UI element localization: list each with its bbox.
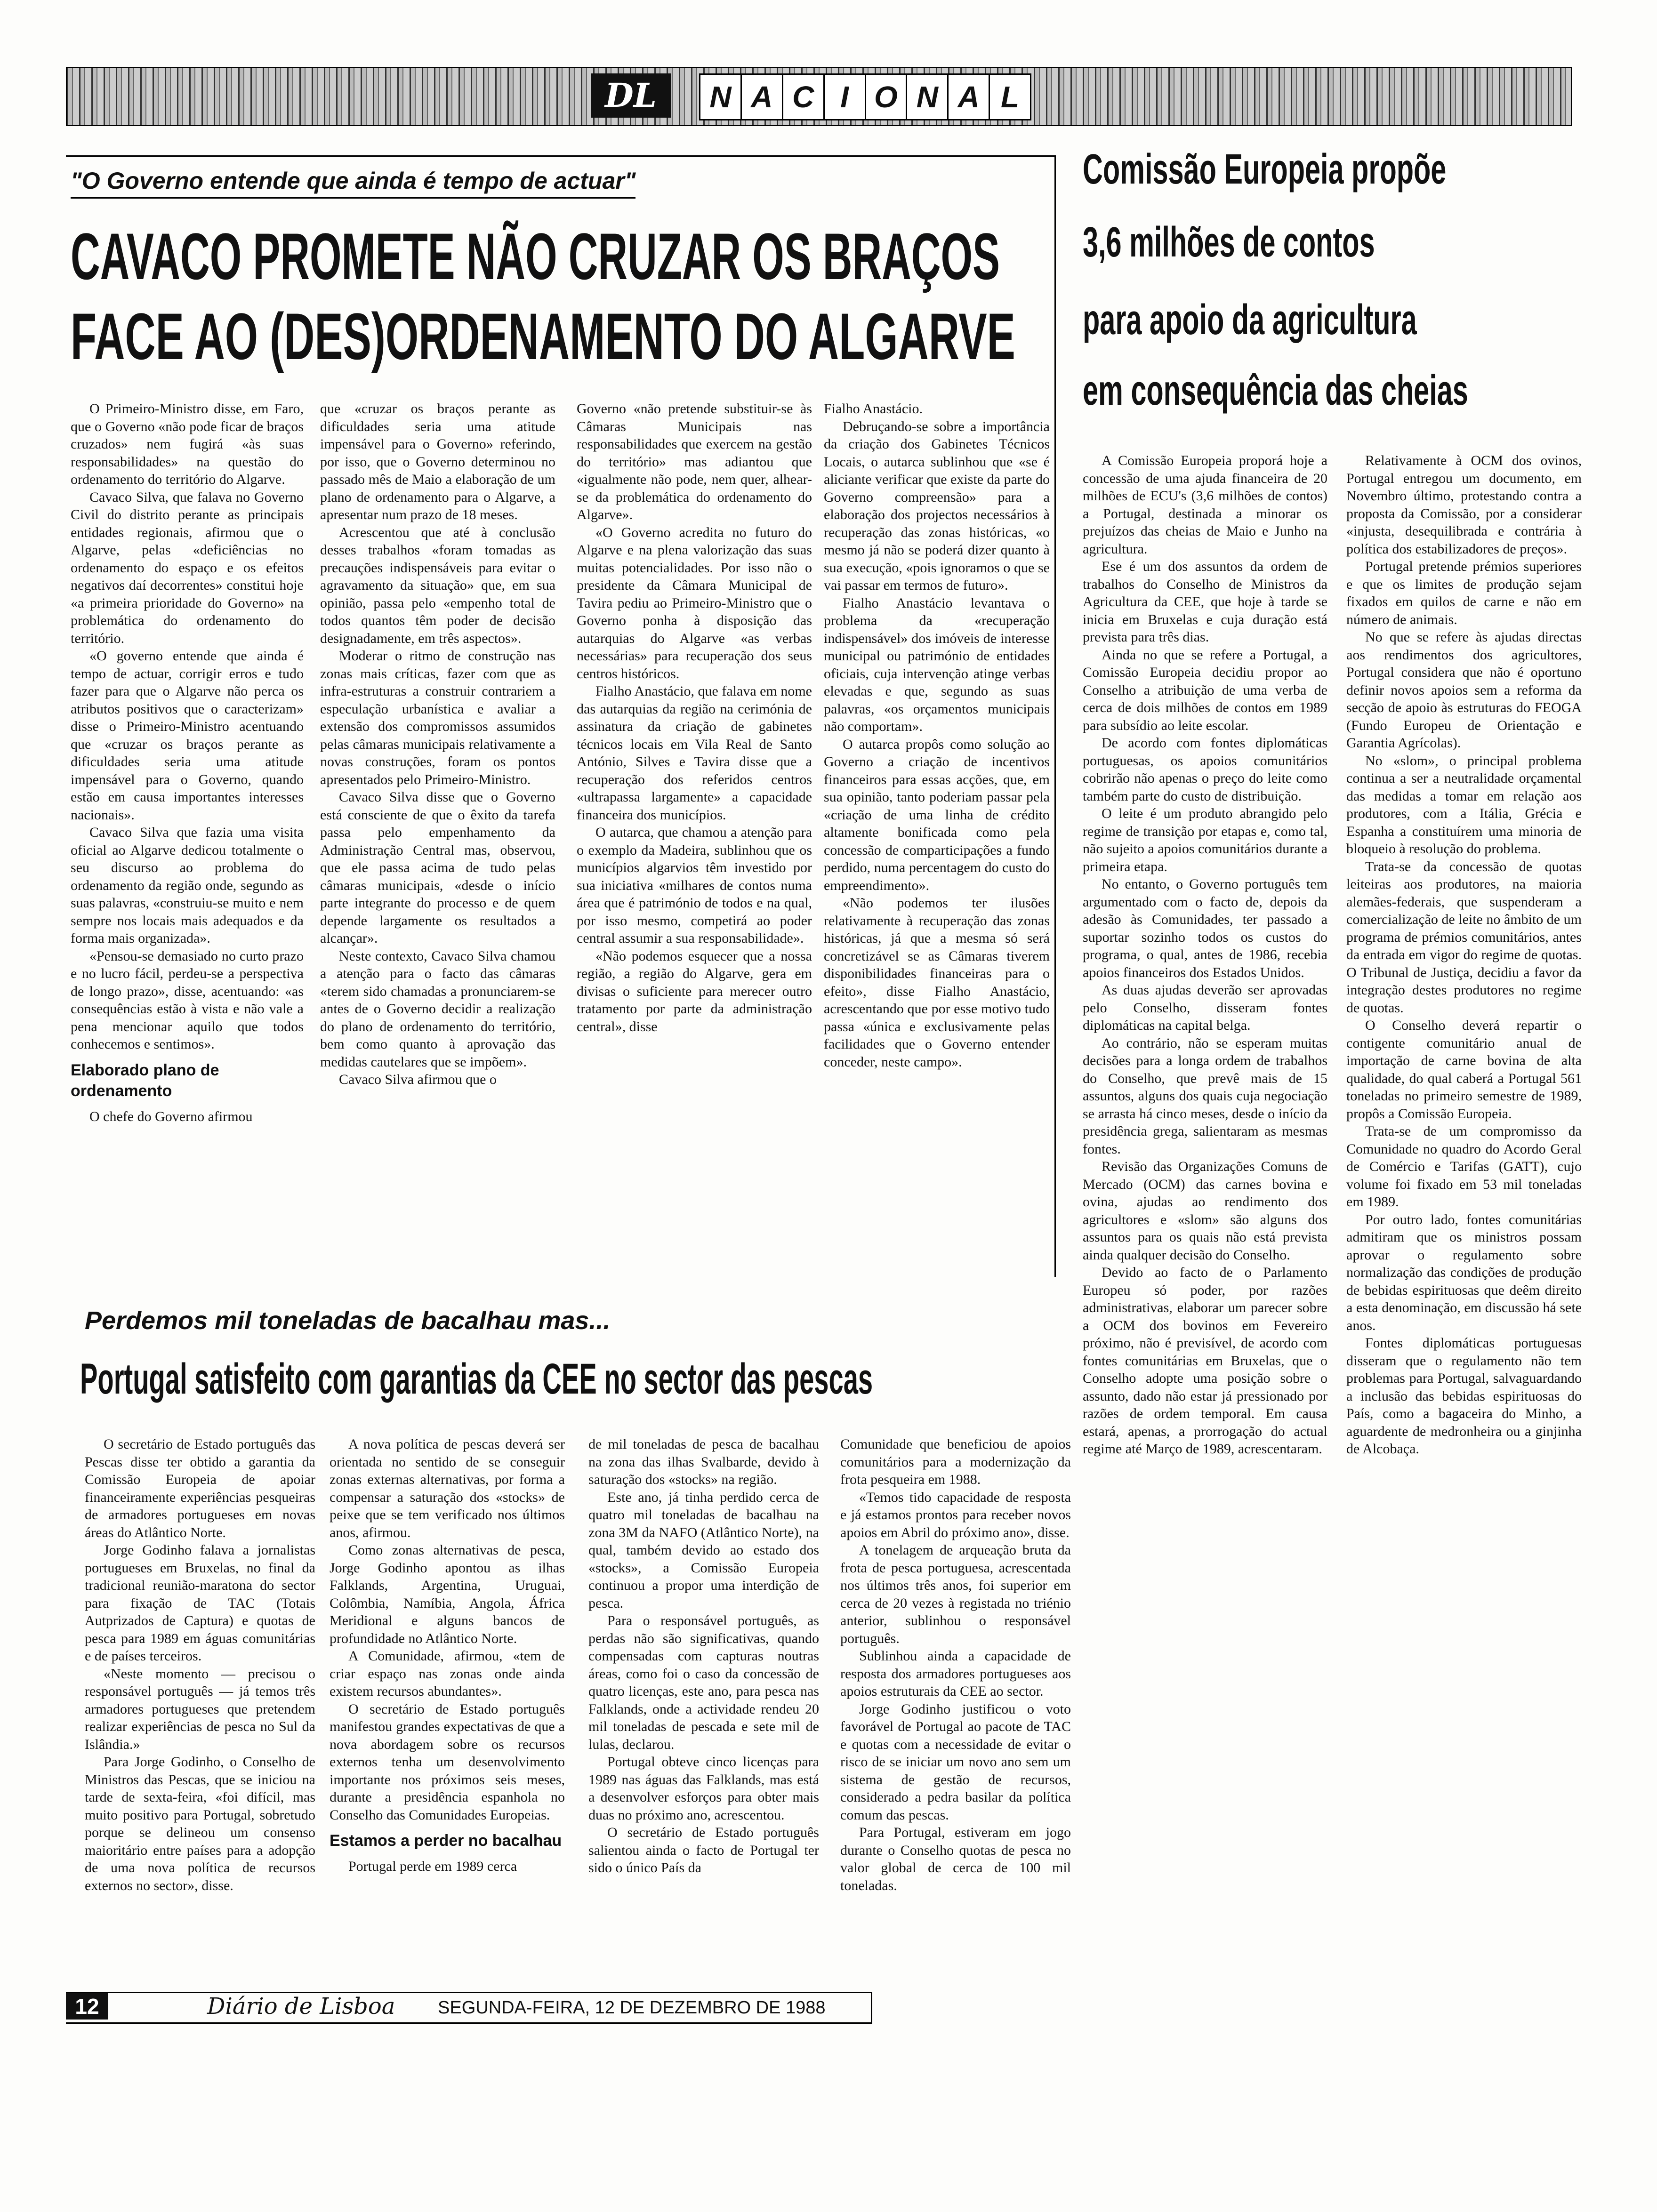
paragraph: O Primeiro-Ministro disse, em Faro, que o Governo «não pode ficar de braços cruzados» nem fugirá «às suas responsabilidades» na questão do ordenamento do território do Algarve. [71,401,304,487]
masthead: Diário de Lisboa [207,1993,395,2020]
article2-headline: Portugal satisfeito com garantias da CEE no sector das pescas [80,1355,873,1403]
paragraph: O chefe do Governo afirmou [89,1108,253,1124]
paragraph: Fialho Anastácio. [824,401,923,417]
paragraph: Relativamente à OCM dos ovinos, Portugal entregou um documento, em Novembro último, protestando contra a proposta da Comissão, por a considerar «injusta, desequilibrada e contrária à política dos estabilizadores de preços». [1346,453,1582,557]
paragraph: Cavaco Silva afirmou que o [339,1072,497,1087]
paragraph: «Neste momento — precisou o responsável português — já temos três armadores portugueses que pretendem realizar experiências de pesca no Sul da Islândia.» [85,1666,315,1752]
paragraph: A tonelagem de arqueação bruta da frota de pesca portuguesa, acrescentada nos últimos três anos, foi superior em cerca de 20 vezes à registada no triénio anterior, sublinhou o responsável português. [840,1542,1071,1646]
article2-column-3 [588,1435,819,1877]
article1-column-4 [824,400,1050,1071]
paragraph: No que se refere às ajudas directas aos rendimentos dos agricultores, Portugal considera que não é oportuno definir novos apoios sem a reforma da secção de apoio às estruturas do FEOGA (Fundo Europeu de Orientação e Garantia Agrícolas). [1346,629,1582,751]
paragraph: Debruçando-se sobre a importância da criação dos Gabinetes Técnicos Locais, o autarca sublinhou que «se é aliciante verificar que existe da parte do Governo compreensão» para a elaboração dos projectos necessários à recuperação das zonas históricas, «o mesmo já não se poderá dizer quanto à sua execução, «pois ignoramos o que se vai passar em termos de futuro». [824,418,1050,593]
paragraph: De acordo com fontes diplomáticas portuguesas, os apoios comunitários cobrirão não apenas o preço do leite como também parte do custo de distribuição. [1083,735,1327,804]
paragraph: Cavaco Silva que fazia uma visita oficial ao Algarve dedicou totalmente o seu discurso ao problema do ordenamento da região onde, segundo as suas palavras, «construiu-se muito e nem sempre nos locais mais adequados e da forma mais organizada». [71,825,304,946]
article2-column-4 [840,1435,1071,1894]
paragraph: Fialho Anastácio levantava o problema da «recuperação indispensável» dos imóveis de interesse municipal ou património de entidades oficiais, cuja intervenção atinge verbas elevadas e que, segundo as suas palavras, «os orçamentos municipais não comportam». [824,595,1050,734]
paragraph: Ao contrário, não se esperam muitas decisões para a longa ordem de trabalhos do Conselho, que prevê mais de 15 assuntos, alguns dos quais cuja negociação se arrasta há cinco meses, desde o início da presidência grega, salientaram as mesmas fontes. [1083,1035,1327,1157]
paragraph: «Pensou-se demasiado no curto prazo e no lucro fácil, perdeu-se a perspectiva de longo prazo», disse, acentuando: «as consequências estão à vista e não vale a pena mencionar aquilo que todos conhecemos e sentimos». [71,948,304,1052]
section-letter: L [1001,80,1020,114]
paragraph: Portugal pretende prémios superiores e que os limites de produção sejam fixados em quilos de carne e não em número de animais. [1346,559,1582,627]
paragraph: Neste contexto, Cavaco Silva chamou a atenção para o facto das câmaras «terem sido chamadas a pronunciarem-se antes de o Governo decidir a realização do plano de ordenamento do território, bem como quanto à aprovação das medidas cautelares que se impõem». [320,948,555,1070]
paragraph: Moderar o ritmo de construção nas zonas mais críticas, fazer com que as infra-estruturas a construir contrariem a especulação urbanística e avaliar a extensão dos compromissos assumidos pelas câmaras municipais relativamente a novas construções, foram os pontos apresentados pelo Primeiro-Ministro. [320,648,555,787]
section-letter: N [700,75,742,119]
paragraph: Por outro lado, fontes comunitárias admitiram que os ministros possam aprovar o regulamento sobre normalização das condições de produção de bebidas espirituosas que deêm direito a esta denominação, em discussão há sete anos. [1346,1211,1582,1333]
paragraph: No entanto, o Governo português tem argumentado com o facto de, depois da adesão às Comunidades, ter passado a suportar sozinho todos os custos do programa, o qual, antes de 1986, recebia apoios financeiros dos Estados Unidos. [1083,876,1327,980]
article3-headline-line4: em consequência das cheias [1083,367,1468,414]
paragraph: O autarca propôs como solução ao Governo a criação de incentivos financeiros para essas acções, que, em sua opinião, tanto poderiam passar pela «criação de uma linha de crédito altamente bonificada como pela concessão de comparticipações a fundo perdido, numa percentagem do custo do empreendimento». [824,736,1050,893]
paragraph: O secretário de Estado português salientou ainda o facto de Portugal ter sido o único País da [588,1825,819,1875]
paragraph: Jorge Godinho falava a jornalistas portugueses em Bruxelas, no final da tradicional reunião-maratona do sector para fixação de TAC (Totais Autprizados de Captura) e quotas de pesca para 1989 em águas comunitárias e de países terceiros. [85,1542,315,1664]
paragraph: Fialho Anastácio, que falava em nome das autarquias da região na cerimónia de assinatura da criação de gabinetes técnicos locais em Vila Real de Santo António, Silves e Tavira disse que a recuperação dos referidos centros «ultrapassa largamente» a capacidade financeira dos municípios. [577,683,812,823]
paragraph: Comunidade que beneficiou de apoios comunitários para a modernização da frota pesqueira em 1988. [840,1436,1071,1487]
paragraph: Cavaco Silva, que falava no Governo Civil do distrito perante as principais entidades regionais, afirmou que o Algarve, pelas «deficiências no ordenamento do espaço e os efeitos negativos daí decorrentes» constitui hoje «a primeira prioridade do Governo» na problemática do ordenamento do território. [71,489,304,646]
newspaper-logo: DL [591,73,671,118]
paragraph: Para Jorge Godinho, o Conselho de Ministros das Pescas, que se iniciou na tarde de sexta-feira, «foi difícil, mas muito positivo para Portugal, sobretudo porque se delineou um consenso maioritário entre países para a adopção de uma nova política de recursos externos no sector», disse. [85,1754,315,1893]
section-letter: N [907,75,949,119]
paragraph: Governo «não pretende substituir-se às Câmaras Municipais nas responsabilidades que exercem na gestão do território» mas adiantou que «igualmente não pode, nem quer, alhear-se da problemática do ordenamento do Algarve». [577,401,812,522]
subheading: Elaborado plano de ordenamento [71,1061,219,1100]
article3-headline-line3: para apoio da agricultura [1083,297,1417,344]
section-letter: A [742,75,783,119]
article1-column-2 [320,400,555,1089]
paragraph: «Não podemos ter ilusões relativamente à recuperação das zonas históricas, já que a mesma só será concretizável se as Câmaras tiverem disponibilidades financeiras para o efeito», disse Fialho Anastácio, acrescentando que por esse motivo tudo passa «única e exclusivamente pelas facilidades que o Governo entender conceder, neste campo». [824,895,1050,1070]
paragraph: O autarca, que chamou a atenção para o exemplo da Madeira, sublinhou que os municípios algarvios têm investido por sua iniciativa «milhares de contos numa área que é património de todos e na qual, por isso mesmo, competirá ao poder central assumir a sua responsabilidade». [577,825,812,946]
paragraph: O secretário de Estado português manifestou grandes expectativas de que a nova abordagem sobre os recursos externos tenha um desenvolvimento importante nos próximos seis meses, durante a presidência espanhola no Conselho das Comunidades Europeias. [330,1701,565,1823]
paragraph: «O Governo acredita no futuro do Algarve e na plena valorização das suas muitas potencialidades. Por isso não o presidente da Câmara Municipal de Tavira pediu ao Primeiro-Ministro que o Governo ponha à disposição das autarquias do Algarve «as verbas necessárias» para recuperação dos seus centros históricos. [577,524,812,681]
paragraph: As duas ajudas deverão ser aprovadas pelo Conselho, disseram fontes diplomáticas na capital belga. [1083,982,1327,1033]
article1-kicker: "O Governo entende que ainda é tempo de actuar" [71,167,635,199]
paragraph: A nova política de pescas deverá ser orientada no sentido de se conseguir zonas externas alternativas, por forma a compensar a saturação dos «stocks» de peixe que se tem verificado nos últimos anos, afirmou. [330,1436,565,1540]
paragraph: de mil toneladas de pesca de bacalhau na zona das ilhas Svalbarde, devido à saturação dos «stocks» na região. [588,1436,819,1487]
section-letter: C [783,75,825,119]
paragraph: Acrescentou que até à conclusão desses trabalhos «foram tomadas as precauções indispensáveis para evitar o agravamento da situação» que, em sua opinião, passa pelo «empenho total de todos quantos têm poder de decisão designadamente, em três aspectos». [320,524,555,646]
article3-column-2 [1346,452,1582,1458]
article1-column-3 [577,400,812,1035]
paragraph: Ainda no que se refere a Portugal, a Comissão Europeia decidiu propor ao Conselho a atribuição de uma verba de cerca de dois milhões de contos em 1989 para subsídio ao leite escolar. [1083,647,1327,733]
paragraph: «O governo entende que ainda é tempo de actuar, corrigir erros e tudo fazer para que o Algarve não perca os atributos positivos que o caracterizam» disse o Primeiro-Ministro acentuando que «cruzar os braços perante as dificuldades seria uma atitude impensável para o Governo, quando estão em causa importantes interesses nacionais». [71,648,304,823]
paragraph: Trata-se da concessão de quotas leiteiras aos produtores, na maioria alemães-federais, que suspenderam a comercialização de leite no âmbito de um programa de prémios comunitários, antes da entrada em vigor do regime de quotas. O Tribunal de Justiça, decidiu a favor da integração destes produtores no regime de quotas. [1346,858,1582,1016]
paragraph: Para Portugal, estiveram em jogo durante o Conselho quotas de pesca no valor global de cerca de 100 mil toneladas. [840,1825,1071,1893]
paragraph: Portugal perde em 1989 cerca [348,1859,517,1874]
section-letter: A [949,75,990,119]
paragraph: «Temos tido capacidade de resposta e já estamos prontos para receber novos apoios em Abril do próximo ano», disse. [840,1489,1071,1540]
paragraph: No «slom», o principal problema continua a ser a neutralidade orçamental das medidas a tomar em relação aos produtores, com a Itália, Grécia e Espanha a constituírem uma minoria de bloqueio à resolução do problema. [1346,753,1582,857]
article1-headline-line1: CAVACO PROMETE NÃO CRUZAR OS BRAÇOS [71,219,1000,293]
section-letter: I [825,75,866,119]
article2-kicker: Perdemos mil toneladas de bacalhau mas... [85,1306,611,1335]
section-letter: O [866,75,908,119]
section-title [699,73,1031,120]
subheading: Estamos a perder no bacalhau [330,1832,562,1850]
paragraph: Devido ao facto de o Parlamento Europeu só poder, por razões administrativas, elaborar um parecer sobre a OCM dos bovinos em Fevereiro próximo, não é previsível, de acordo com fontes comunitárias em Bruxelas, que o Conselho adopte uma posição sobre o assunto, dado não estar já pressionado por razões de ordem temporal. Em causa estará, apenas, a prorrogação do actual regime até Março de 1989, acrescentaram. [1083,1265,1327,1457]
article3-headline-line2: 3,6 milhões de contos [1083,219,1375,266]
paragraph: Jorge Godinho justificou o voto favorável de Portugal ao pacote de TAC e quotas com a necessidade de evitar o risco de se iniciar um novo ano sem um sistema de gestão de recursos, considerado a pedra basilar da política comum das pescas. [840,1701,1071,1823]
article2-column-1 [85,1435,315,1894]
article2-column-2 [330,1435,565,1875]
paragraph: Para o responsável português, as perdas não são significativas, quando compensadas com capturas noutras áreas, como foi o caso da concessão de quatro licenças, este ano, para pesca nas Falklands, onde a actividade rendeu 20 mil toneladas de pescada e sete mil de lulas, declarou. [588,1613,819,1752]
page-number: 12 [66,1993,108,2020]
paragraph: Portugal obteve cinco licenças para 1989 nas águas das Falklands, mas está a desenvolver esforços para obter mais duas no próximo ano, acrescentou. [588,1754,819,1823]
publication-date: SEGUNDA-FEIRA, 12 DE DEZEMBRO DE 1988 [438,1998,826,2018]
paragraph: «Não podemos esquecer que a nossa região, a região do Algarve, gera em divisas o suficiente para merecer outro tratamento por parte da administração central», disse [577,948,812,1034]
paragraph: Fontes diplomáticas portuguesas disseram que o regulamento não tem problemas para Portugal, salvaguardando a inclusão das bebidas espirituosas do País, como a bagaceira do Minho, a aguardente de medronheira ou a ginjinha de Alcobaça. [1346,1335,1582,1457]
paragraph: Ese é um dos assuntos da ordem de trabalhos do Conselho de Ministros da Agricultura da CEE, que hoje à tarde se inicia em Bruxelas e cuja duração está prevista para três dias. [1083,559,1327,645]
article1-column-1 [71,400,304,1125]
paragraph: Sublinhou ainda a capacidade de resposta dos armadores portugueses aos apoios estruturais da CEE ao sector. [840,1648,1071,1699]
paragraph: O Conselho deverá repartir o contigente comunitário anual de importação de carne bovina de alta qualidade, do qual caberá a Portugal 561 toneladas no primeiro semestre de 1989, propôs a Comissão Europeia. [1346,1018,1582,1122]
article3-headline-line1: Comissão Europeia propõe [1083,146,1447,193]
paragraph: O leite é um produto abrangido pelo regime de transição por etapas e, como tal, não sujeito a apoios comunitários durante a primeira etapa. [1083,806,1327,874]
paragraph: Revisão das Organizações Comuns de Mercado (OCM) das carnes bovina e ovina, ajudas ao rendimento dos agricultores e «slom» são alguns dos assuntos para os quais não está prevista ainda qualquer decisão do Conselho. [1083,1159,1327,1263]
paragraph: Trata-se de um compromisso da Comunidade no quadro do Acordo Geral de Comércio e Tarifas (GATT), cujo volume foi fixado em 53 mil toneladas em 1989. [1346,1123,1582,1210]
paragraph: Este ano, já tinha perdido cerca de quatro mil toneladas de bacalhau na zona 3M da NAFO (Atlântico Norte), na qual, também devido ao estado dos «stocks», a Comissão Europeia continuou a propor uma interdição de pesca. [588,1489,819,1611]
paragraph: que «cruzar os braços perante as dificuldades seria uma atitude impensável para o Governo» referindo, por isso, que o Governo determinou no passado mês de Maio a elaboração de um plano de ordenamento para o Algarve, a apresentar num prazo de 18 meses. [320,401,555,522]
paragraph: O secretário de Estado português das Pescas disse ter obtido a garantia da Comissão Europeia de apoiar financeiramente experiências pesqueiras de armadores portugueses em novas áreas do Atlântico Norte. [85,1436,315,1540]
article1-headline-line2: FACE AO (DES)ORDENAMENTO DO ALGARVE [71,299,1015,373]
paragraph: Como zonas alternativas de pesca, Jorge Godinho apontou as ilhas Falklands, Argentina, Uruguai, Colômbia, Namíbia, Angola, África Meridional e alguns bancos de profundidade no Atlântico Norte. [330,1542,565,1646]
article3-column-1 [1083,452,1327,1458]
paragraph: A Comunidade, afirmou, «tem de criar espaço nas zonas onde ainda existem recursos abundantes». [330,1648,565,1699]
paragraph: Cavaco Silva disse que o Governo está consciente de que o êxito da tarefa passa pelo empenhamento da Administração Central mas, observou, que ele passa acima de tudo pelas câmaras municipais, «desde o início parte integrante do processo e de quem depende largamente os resultados a alcançar». [320,789,555,946]
paragraph: A Comissão Europeia proporá hoje a concessão de uma ajuda financeira de 20 milhões de ECU's (3,6 milhões de contos) a Portugal, destinada a minorar os prejuízos das cheias de Maio e Junho na agricultura. [1083,453,1327,557]
